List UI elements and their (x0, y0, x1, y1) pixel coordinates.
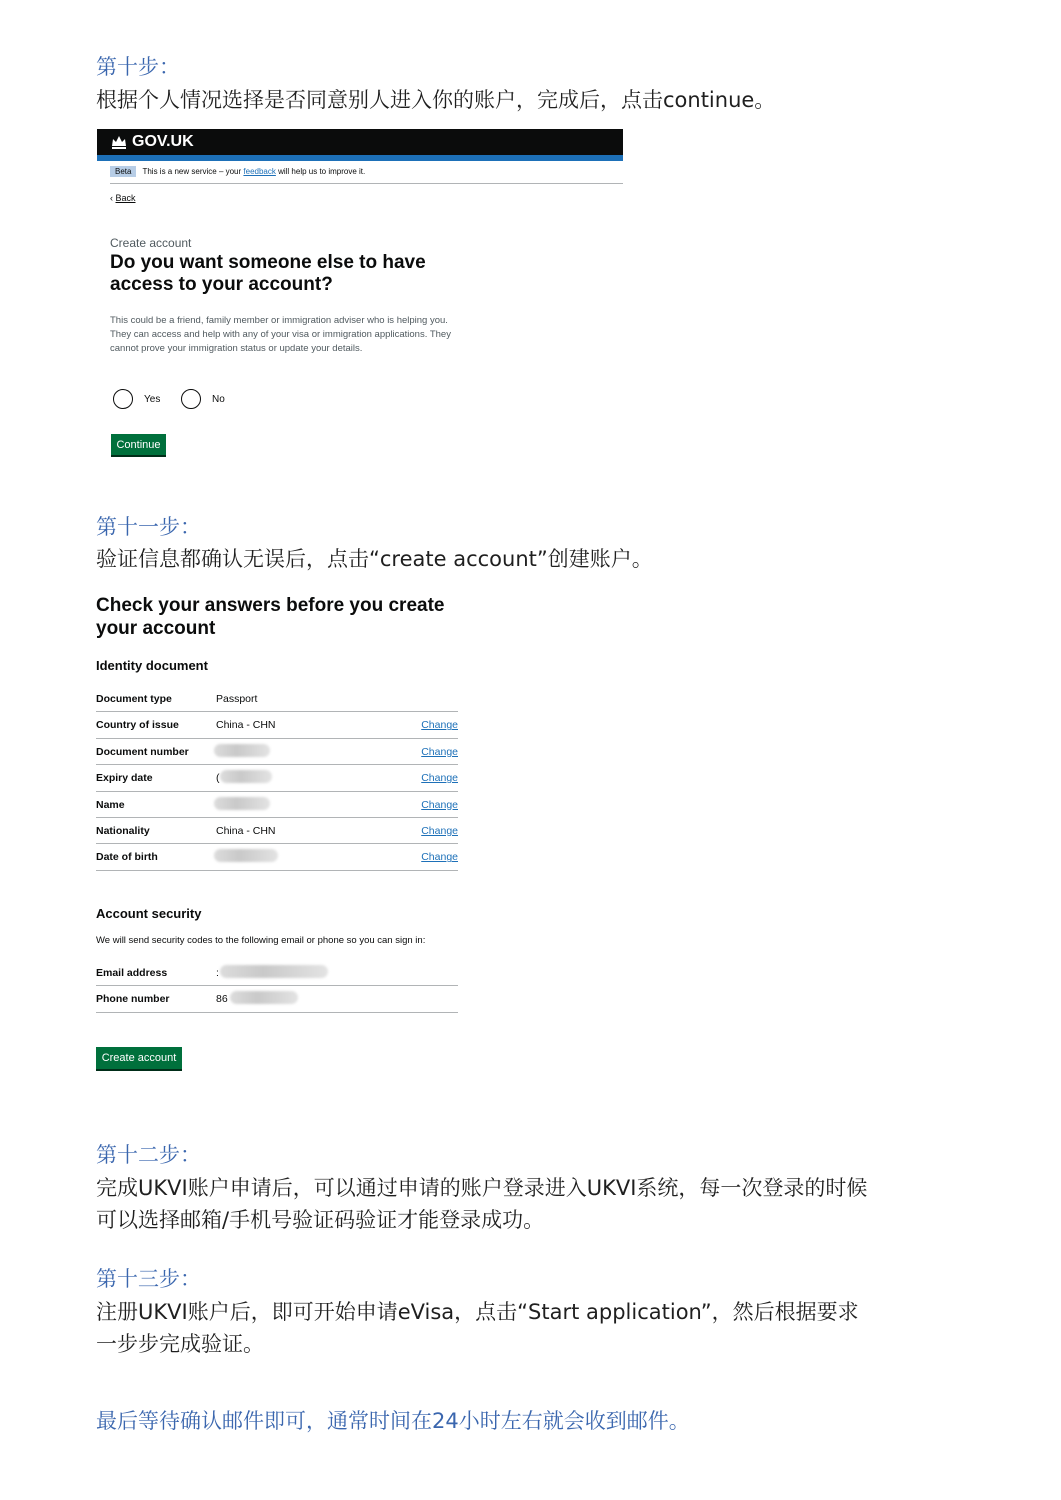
continue-button[interactable]: Continue (111, 434, 166, 455)
row-value: China - CHN (216, 824, 276, 837)
row-key: Name (96, 798, 125, 811)
row-value: Passport (216, 693, 258, 705)
final-note: 最后等待确认邮件即可，通常时间在24小时左右就会收到邮件。 (96, 1409, 690, 1433)
govuk-logo-text[interactable]: GOV.UK (132, 133, 194, 150)
step13-body: 注册UKVI账户后，即可开始申请eVisa，点击“Start application”，然后根据要求 一步步完成验证。 (96, 1300, 859, 1356)
question-heading: Do you want someone else to have access to your account? (110, 252, 426, 295)
row-value: China - CHN (216, 719, 276, 732)
row-key: Nationality (96, 824, 150, 837)
change-link[interactable]: Change (421, 772, 458, 785)
row-key: Document number (96, 745, 189, 758)
summary-row-phone (96, 986, 458, 1012)
summary-row-document-number (96, 739, 458, 765)
identity-heading: Identity document (96, 658, 208, 673)
radio-no[interactable] (181, 389, 201, 409)
row-key: Date of birth (96, 851, 158, 864)
change-link[interactable]: Change (421, 798, 458, 811)
check-answers-heading: Check your answers before you create your account (96, 595, 445, 639)
step11-body: 验证信息都确认无误后，点击“create account”创建账户。 (96, 547, 653, 571)
row-key: Country of issue (96, 719, 179, 732)
row-value: 86 (216, 993, 228, 1006)
summary-row-country (96, 712, 458, 738)
summary-row-name (96, 792, 458, 818)
redacted-value (214, 849, 278, 862)
summary-row-email (96, 960, 458, 986)
redacted-value (230, 991, 298, 1004)
step10-body: 根据个人情况选择是否同意别人进入你的账户，完成后，点击continue。 (96, 88, 776, 112)
header-accent-bar (97, 155, 623, 161)
step12-title: 第十二步： (96, 1143, 201, 1167)
change-link[interactable]: Change (421, 719, 458, 732)
summary-row-expiry (96, 765, 458, 791)
summary-row-dob (96, 844, 458, 870)
question-hint: This could be a friend, family member or immigration adviser who is helping you. They can access and help with any of your visa or immigration applications. They cannot prove your immigration status or update your details. (110, 315, 451, 354)
back-link[interactable] (110, 193, 136, 203)
change-link[interactable]: Change (421, 824, 458, 837)
caption: Create account (110, 236, 192, 250)
row-key: Document type (96, 693, 172, 705)
step11-title: 第十一步： (96, 515, 201, 539)
redacted-value (214, 797, 270, 810)
radio-no-label: No (212, 394, 225, 405)
chevron-left-icon: ‹ (110, 193, 116, 203)
security-summary-list (96, 960, 458, 1013)
row-key: Expiry date (96, 772, 153, 785)
phase-divider (110, 183, 623, 184)
redacted-value (220, 965, 328, 978)
row-key: Email address (96, 967, 168, 979)
phase-text-before: This is a new service – your (142, 167, 244, 176)
step10-title: 第十步： (96, 55, 180, 79)
phase-text-after: will help us to improve it. (275, 167, 366, 176)
summary-row-document-type (96, 686, 458, 712)
create-account-button[interactable]: Create account (96, 1047, 182, 1069)
radio-yes-label: Yes (144, 394, 161, 405)
radio-yes[interactable] (113, 389, 133, 409)
change-link[interactable]: Change (421, 745, 458, 758)
back-link-label: Back (115, 193, 136, 203)
row-value: : (216, 967, 219, 979)
feedback-link[interactable]: feedback (243, 167, 276, 176)
row-key: Phone number (96, 993, 170, 1006)
govuk-header (97, 129, 623, 155)
phase-banner (110, 166, 365, 177)
change-link[interactable]: Change (421, 851, 458, 864)
row-value: ( (216, 772, 220, 785)
crown-icon (110, 129, 128, 155)
step12-body: 完成UKVI账户申请后，可以通过申请的账户登录进入UKVI系统，每一次登录的时候 可以选择邮箱/手机号验证码验证才能登录成功。 (96, 1176, 868, 1232)
redacted-value (214, 744, 270, 757)
summary-row-nationality (96, 818, 458, 844)
redacted-value (220, 770, 272, 783)
account-security-intro: We will send security codes to the following email or phone so you can sign in: (96, 935, 426, 946)
beta-tag: Beta (110, 166, 136, 177)
identity-summary-list (96, 686, 458, 871)
account-security-heading: Account security (96, 906, 202, 921)
step13-title: 第十三步： (96, 1267, 201, 1291)
